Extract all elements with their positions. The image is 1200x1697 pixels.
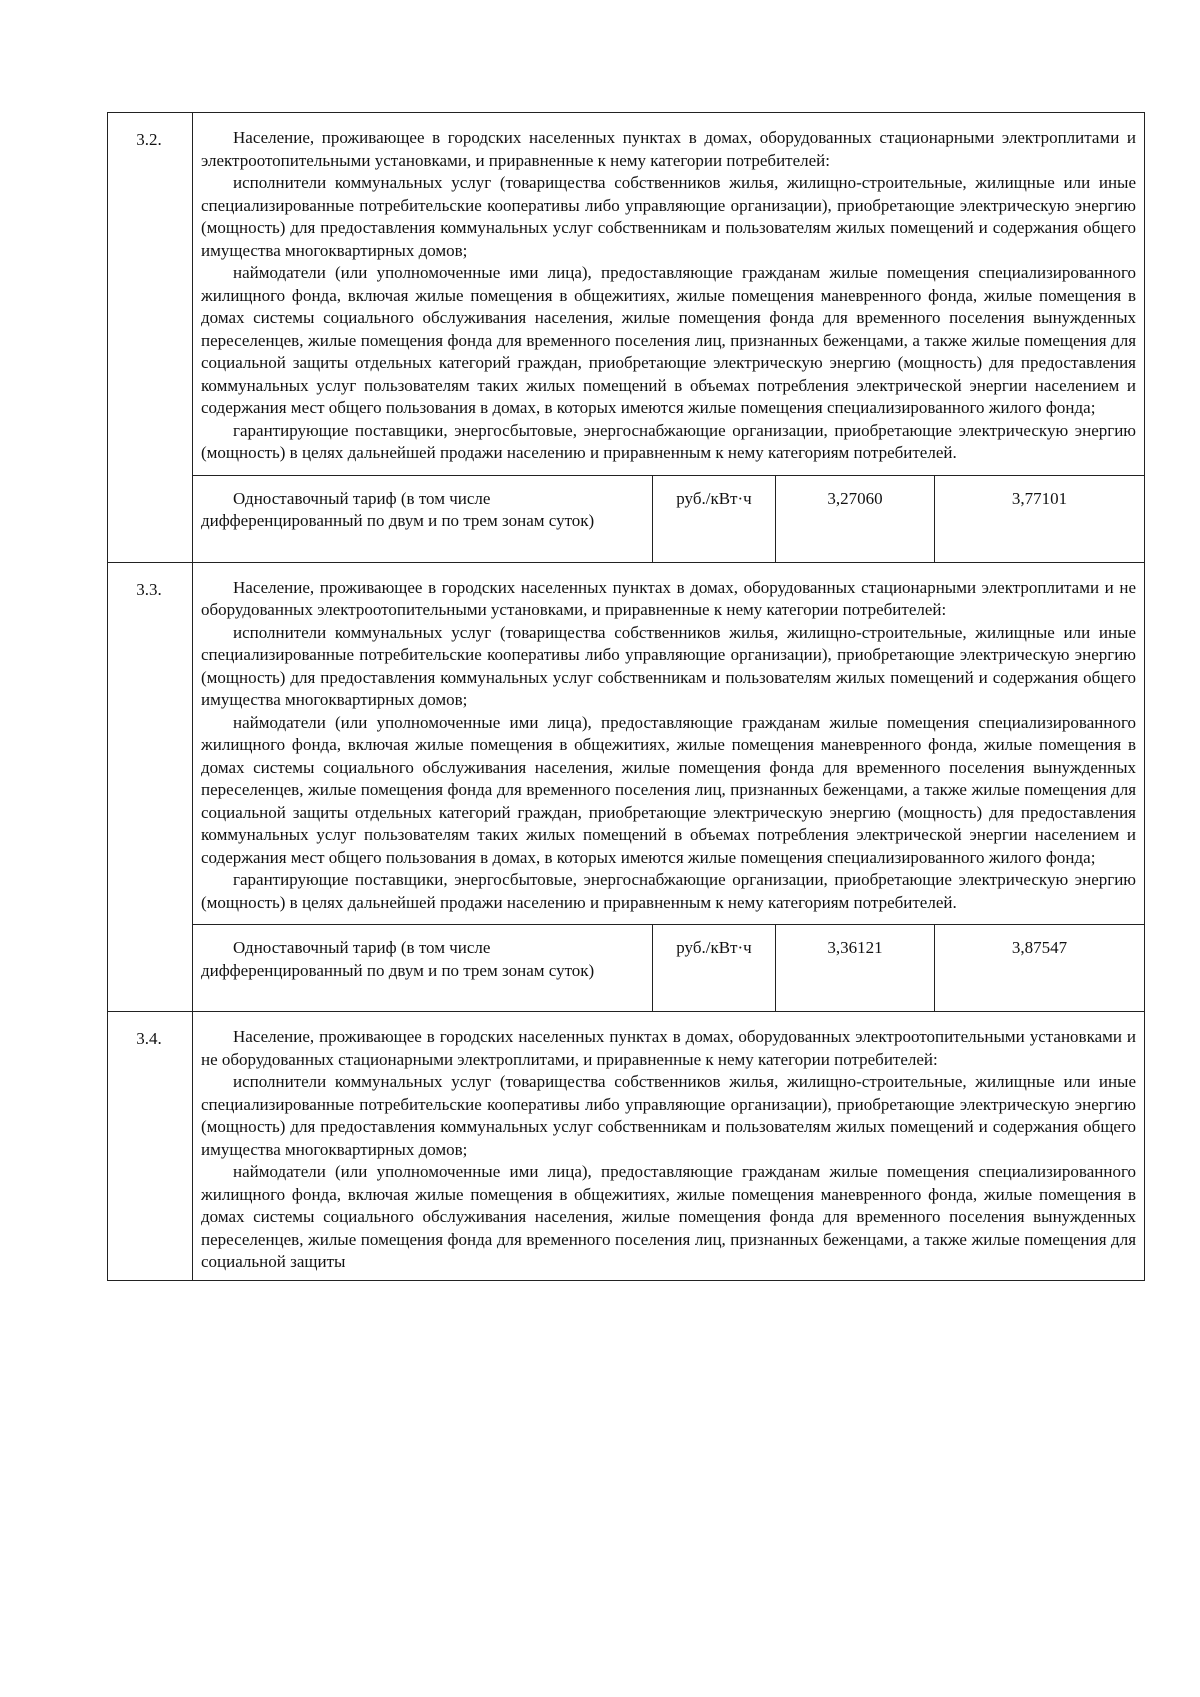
section-description	[193, 1012, 1145, 1281]
tariff-value-first: 3,27060	[776, 475, 935, 562]
tariff-row-3-2	[108, 475, 1145, 562]
tariff-value-second: 3,77101	[935, 475, 1145, 562]
tariff-name: Одноставочный тариф (в том числе дифференцированный по двум и по трем зонам суток)	[201, 488, 595, 530]
section-heading: Население, проживающее в городских населенных пунктах в домах, оборудованных стационарными электроплитами и не оборудованных электроотопительными установками, и приравненные к нему категории потребителей:	[201, 577, 1137, 619]
consumer-category-item: гарантирующие поставщики, энергосбытовые, энергоснабжающие организации, приобретающие электрическую энергию (мощность) в целях дальнейшей продажи населению и приравненным к нему категориям потребителей.	[201, 870, 1137, 912]
section-number: 3.2.	[108, 113, 193, 563]
consumer-category-item: наймодатели (или уполномоченные ими лица), предоставляющие гражданам жилые помещения специализированного жилищного фонда, включая жилые помещения в общежитиях, жилые помещения маневренного фонда, жилые помещения в домах системы социального обслуживания населения, жилые помещения фонда для временного поселения вынужденных переселенцев, жилые помещения фонда для временного поселения лиц, признанных беженцами, а также жилые помещения для социальной защиты отдельных категорий граждан, приобретающие электрическую энергию (мощность) для предоставления коммунальных услуг пользователям таких жилых помещений в объемах потребления электрической энергии населением и содержания мест общего пользования в домах, в которых имеются жилые помещения специализированного жилого фонда;	[201, 712, 1137, 867]
tariff-name: Одноставочный тариф (в том числе дифференцированный по двум и по трем зонам суток)	[201, 938, 595, 980]
consumer-category-item: гарантирующие поставщики, энергосбытовые, энергоснабжающие организации, приобретающие электрическую энергию (мощность) в целях дальнейшей продажи населению и приравненным к нему категориям потребителей.	[201, 420, 1137, 462]
consumer-category-item: наймодатели (или уполномоченные ими лица), предоставляющие гражданам жилые помещения специализированного жилищного фонда, включая жилые помещения в общежитиях, жилые помещения маневренного фонда, жилые помещения в домах системы социального обслуживания населения, жилые помещения фонда для временного поселения вынужденных переселенцев, жилые помещения фонда для временного поселения лиц, признанных беженцами, а также жилые помещения для социальной защиты	[201, 1162, 1137, 1271]
consumer-category-item: исполнители коммунальных услуг (товарищества собственников жилья, жилищно-строительные, жилищные или иные специализированные потребительские кооперативы либо управляющие организации), приобретающие электрическую энергию (мощность) для предоставления коммунальных услуг собственникам и пользователям жилых помещений и содержания общего имущества многоквартирных домов;	[201, 173, 1137, 260]
consumer-category-item: исполнители коммунальных услуг (товарищества собственников жилья, жилищно-строительные, жилищные или иные специализированные потребительские кооперативы либо управляющие организации), приобретающие электрическую энергию (мощность) для предоставления коммунальных услуг собственникам и пользователям жилых помещений и содержания общего имущества многоквартирных домов;	[201, 622, 1137, 709]
section-row-3-3	[108, 562, 1145, 925]
tariff-value-first: 3,36121	[776, 925, 935, 1012]
tariff-name-cell	[193, 925, 653, 1012]
section-row-3-2	[108, 113, 1145, 476]
tariff-value-second: 3,87547	[935, 925, 1145, 1012]
consumer-category-item: исполнители коммунальных услуг (товарищества собственников жилья, жилищно-строительные, жилищные или иные специализированные потребительские кооперативы либо управляющие организации), приобретающие электрическую энергию (мощность) для предоставления коммунальных услуг собственникам и пользователям жилых помещений и содержания общего имущества многоквартирных домов;	[201, 1072, 1137, 1159]
section-number: 3.3.	[108, 562, 193, 1012]
tariff-row-3-3	[108, 925, 1145, 1012]
section-description	[193, 562, 1145, 925]
section-heading: Население, проживающее в городских населенных пунктах в домах, оборудованных стационарными электроплитами и электроотопительными установками, и приравненные к нему категории потребителей:	[201, 128, 1137, 170]
tariff-table	[107, 112, 1145, 1281]
tariff-name-cell	[193, 475, 653, 562]
section-description	[193, 113, 1145, 476]
tariff-unit: руб./кВт·ч	[653, 475, 776, 562]
section-heading: Население, проживающее в городских населенных пунктах в домах, оборудованных электроотопительными установками и не оборудованных стационарными электроплитами, и приравненные к нему категории потребителей:	[201, 1027, 1137, 1069]
section-row-3-4	[108, 1012, 1145, 1281]
tariff-unit: руб./кВт·ч	[653, 925, 776, 1012]
consumer-category-item: наймодатели (или уполномоченные ими лица), предоставляющие гражданам жилые помещения специализированного жилищного фонда, включая жилые помещения в общежитиях, жилые помещения маневренного фонда, жилые помещения в домах системы социального обслуживания населения, жилые помещения фонда для временного поселения вынужденных переселенцев, жилые помещения фонда для временного поселения лиц, признанных беженцами, а также жилые помещения для социальной защиты отдельных категорий граждан, приобретающие электрическую энергию (мощность) для предоставления коммунальных услуг пользователям таких жилых помещений в объемах потребления электрической энергии населением и содержания мест общего пользования в домах, в которых имеются жилые помещения специализированного жилого фонда;	[201, 263, 1137, 417]
section-number: 3.4.	[108, 1012, 193, 1281]
